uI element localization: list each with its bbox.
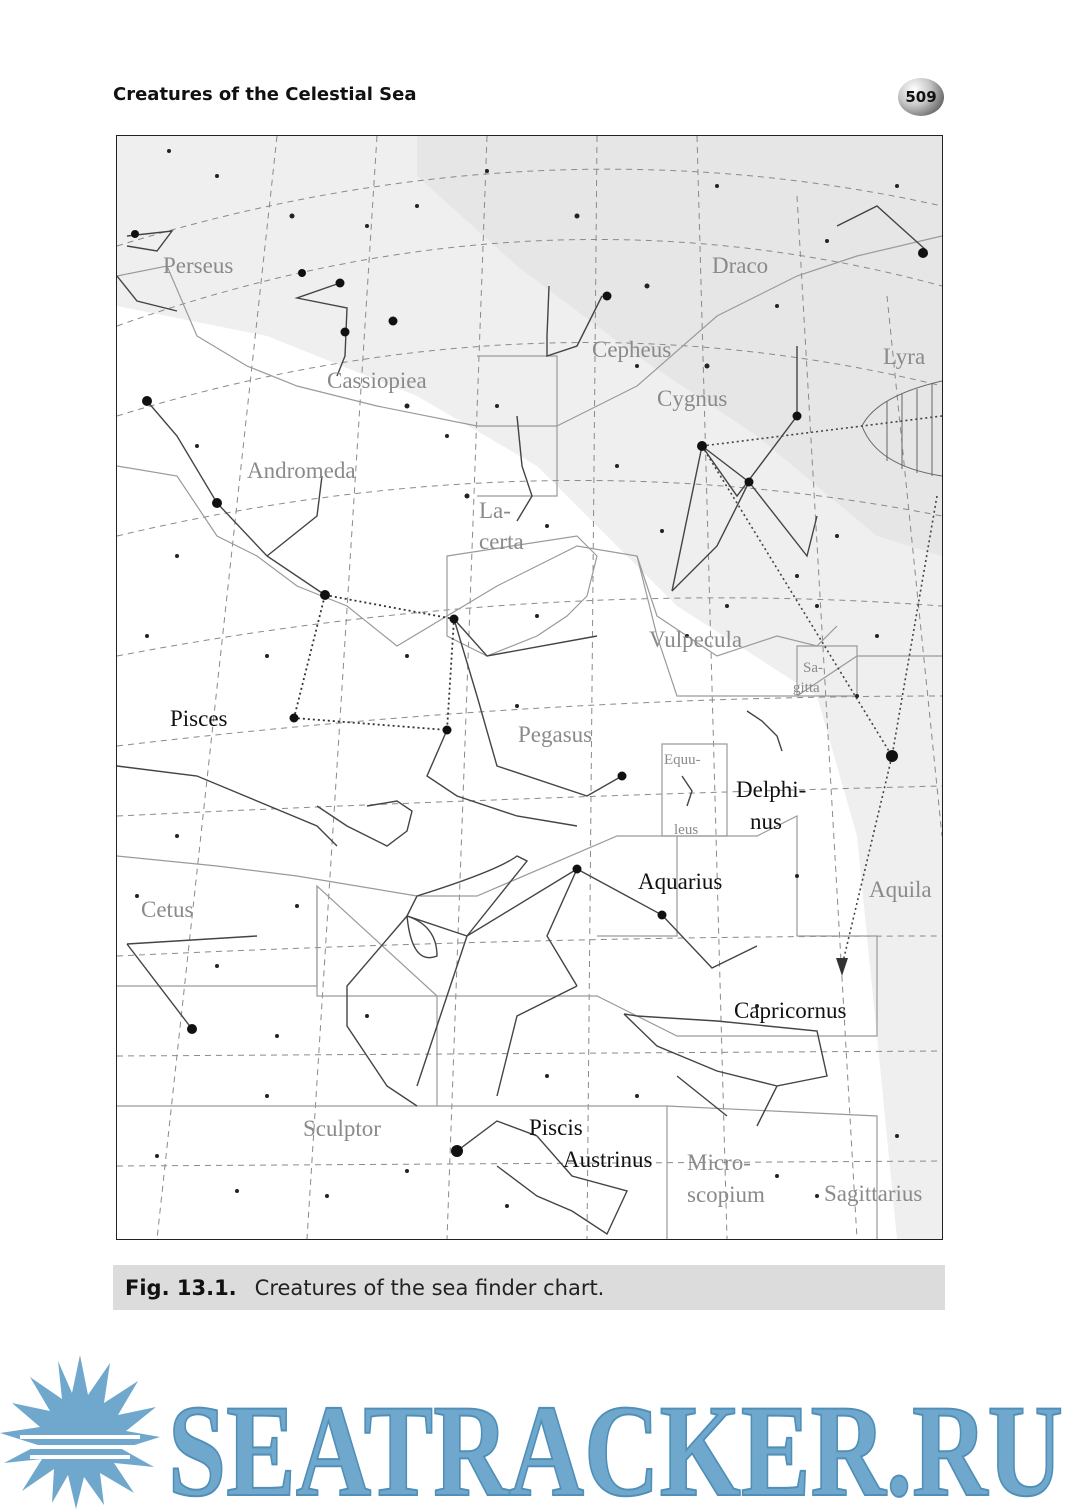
label-equuleus-2: leus: [674, 822, 699, 838]
label-lacerta-2: certa: [479, 529, 524, 554]
label-sagitta-1: Sa-: [803, 660, 823, 676]
figure-caption-text: Creatures of the sea finder chart.: [254, 1275, 605, 1300]
label-sculptor: Sculptor: [303, 1116, 381, 1141]
label-sagitta-2: gitta: [793, 680, 820, 696]
label-equuleus-1: Equu-: [664, 752, 701, 768]
label-vulpecula: Vulpecula: [649, 627, 743, 652]
star-chart: [116, 135, 943, 1240]
pegasus-square: [294, 595, 454, 730]
label-microscopium-1: Micro-: [687, 1150, 751, 1175]
watermark: [0, 1345, 1080, 1512]
label-draco: Draco: [712, 253, 769, 278]
page-number: 509: [905, 88, 937, 106]
star-chart-svg: [117, 136, 942, 1239]
watermark-text: SEATRACKER.RU: [168, 1377, 1063, 1512]
label-sagittarius: Sagittarius: [824, 1181, 923, 1206]
label-cassiopeia: Cassiopiea: [327, 368, 427, 393]
label-cetus: Cetus: [141, 897, 194, 922]
label-cepheus: Cepheus: [592, 337, 672, 362]
label-delphinus-1: Delphi-: [736, 777, 807, 802]
figure-caption: [113, 1265, 945, 1310]
running-head-title: Creatures of the Celestial Sea: [113, 84, 417, 105]
page-number-badge: [898, 78, 944, 116]
watermark-svg: [0, 1345, 1080, 1512]
label-delphinus-2: nus: [750, 809, 782, 834]
sun-logo-icon: [0, 1355, 160, 1509]
label-andromeda: Andromeda: [247, 458, 356, 483]
label-pegasus: Pegasus: [518, 722, 593, 747]
pointer-arrowhead: [836, 958, 848, 976]
label-piscis-austrinus-1: Piscis: [529, 1115, 583, 1140]
label-aquila: Aquila: [869, 877, 932, 902]
label-aquarius: Aquarius: [638, 869, 723, 894]
label-capricornus: Capricornus: [734, 998, 847, 1023]
label-pisces: Pisces: [170, 706, 228, 731]
label-lacerta-1: La-: [479, 498, 511, 523]
label-lyra: Lyra: [883, 344, 926, 369]
label-perseus: Perseus: [163, 253, 234, 278]
label-cygnus: Cygnus: [657, 386, 728, 411]
figure-number: Fig. 13.1.: [125, 1275, 237, 1300]
label-microscopium-2: scopium: [687, 1182, 765, 1207]
label-piscis-austrinus-2: Austrinus: [563, 1147, 653, 1172]
